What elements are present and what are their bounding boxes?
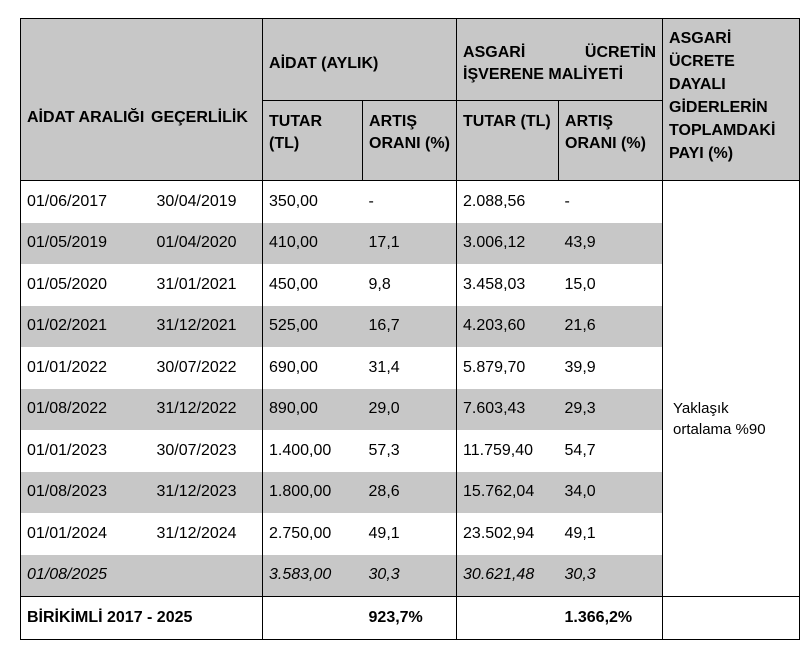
- cell-aidat-artis: 31,4: [363, 347, 457, 389]
- cell-end: 31/12/2023: [151, 472, 263, 514]
- cell-aidat: 450,00: [263, 264, 363, 306]
- cell-start: 01/08/2023: [21, 472, 151, 514]
- cell-aidat: 1.800,00: [263, 472, 363, 514]
- header-tutar-aidat: TUTAR (TL): [263, 101, 363, 181]
- cell-start: 01/01/2024: [21, 513, 151, 555]
- cell-aidat-artis: 17,1: [363, 223, 457, 265]
- cell-aidat: 890,00: [263, 389, 363, 431]
- cell-maliyet: 11.759,40: [457, 430, 559, 472]
- cell-aidat: 2.750,00: [263, 513, 363, 555]
- cell-aidat-artis: 30,3: [363, 555, 457, 597]
- cell-start: 01/02/2021: [21, 306, 151, 348]
- cell-aidat: 1.400,00: [263, 430, 363, 472]
- cell-end: 31/12/2024: [151, 513, 263, 555]
- cell-maliyet: 5.879,70: [457, 347, 559, 389]
- total-row: [21, 597, 800, 640]
- cell-maliyet-artis: 30,3: [559, 555, 663, 597]
- cell-maliyet-artis: 29,3: [559, 389, 663, 431]
- cell-maliyet: 3.458,03: [457, 264, 559, 306]
- cell-aidat: 690,00: [263, 347, 363, 389]
- cell-start: 01/01/2023: [21, 430, 151, 472]
- cell-maliyet-artis: 21,6: [559, 306, 663, 348]
- cell-start: 01/08/2022: [21, 389, 151, 431]
- cell-maliyet-artis: 49,1: [559, 513, 663, 555]
- header-gecerlilik: GEÇERLİLİK: [151, 108, 248, 126]
- total-aidat-artis: 923,7%: [363, 597, 457, 640]
- cell-start: 01/05/2019: [21, 223, 151, 265]
- cell-maliyet: 2.088,56: [457, 181, 559, 223]
- cell-maliyet: 30.621,48: [457, 555, 559, 597]
- cell-aidat: 350,00: [263, 181, 363, 223]
- table-row: [21, 181, 800, 223]
- cell-end: 01/04/2020: [151, 223, 263, 265]
- header-asgari: ASGARİ: [463, 43, 526, 61]
- note-cell: [663, 181, 800, 597]
- cell-maliyet-artis: 34,0: [559, 472, 663, 514]
- total-maliyet-empty: [457, 597, 559, 640]
- cell-aidat-artis: 28,6: [363, 472, 457, 514]
- cell-end: 30/07/2023: [151, 430, 263, 472]
- cell-maliyet-artis: 39,9: [559, 347, 663, 389]
- header-asgari-ucret-maliyeti: [457, 19, 663, 101]
- cell-end: 31/12/2021: [151, 306, 263, 348]
- cell-aidat: 3.583,00: [263, 555, 363, 597]
- cell-start: 01/08/2025: [21, 555, 151, 597]
- header-tutar-maliyet: TUTAR (TL): [457, 101, 559, 181]
- header-artis-aidat: ARTIŞ ORANI (%): [363, 101, 457, 181]
- header-asgari-ucret-payi: ASGARİ ÜCRETE DAYALI GİDERLERİN TOPLAMDAKİ PAYI (%): [663, 19, 800, 181]
- cell-start: 01/01/2022: [21, 347, 151, 389]
- cell-aidat-artis: 16,7: [363, 306, 457, 348]
- header-isverene-maliyeti: İŞVERENE MALİYETİ: [463, 65, 624, 83]
- cell-end: [151, 555, 263, 597]
- cell-aidat-artis: -: [363, 181, 457, 223]
- total-maliyet-artis: 1.366,2%: [559, 597, 663, 640]
- cell-aidat-artis: 49,1: [363, 513, 457, 555]
- cell-end: 30/07/2022: [151, 347, 263, 389]
- note-text: Yaklaşık ortalama %90: [673, 399, 766, 438]
- total-pay-empty: [663, 597, 800, 640]
- cell-maliyet: 4.203,60: [457, 306, 559, 348]
- cell-maliyet-artis: 15,0: [559, 264, 663, 306]
- cell-aidat-artis: 29,0: [363, 389, 457, 431]
- cell-aidat: 525,00: [263, 306, 363, 348]
- cell-maliyet: 15.762,04: [457, 472, 559, 514]
- cell-start: 01/05/2020: [21, 264, 151, 306]
- cell-aidat: 410,00: [263, 223, 363, 265]
- cell-end: 31/12/2022: [151, 389, 263, 431]
- aidat-table: [20, 18, 800, 640]
- header-aidat-araligi-gecerlilik: [21, 19, 263, 181]
- total-aidat-empty: [263, 597, 363, 640]
- header-aidat-araligi: AİDAT ARALIĞI: [27, 108, 145, 126]
- cell-maliyet: 3.006,12: [457, 223, 559, 265]
- header-ucretin: ÜCRETİN: [584, 43, 657, 61]
- cell-end: 30/04/2019: [151, 181, 263, 223]
- table-wrapper: [20, 18, 799, 640]
- cell-maliyet-artis: 43,9: [559, 223, 663, 265]
- cell-maliyet-artis: -: [559, 181, 663, 223]
- cell-maliyet: 23.502,94: [457, 513, 559, 555]
- header-artis-maliyet: ARTIŞ ORANI (%): [559, 101, 663, 181]
- cell-maliyet: 7.603,43: [457, 389, 559, 431]
- header-aidat-aylik: AİDAT (AYLIK): [263, 19, 457, 101]
- cell-aidat-artis: 9,8: [363, 264, 457, 306]
- total-label: BİRİKİMLİ 2017 - 2025: [21, 597, 263, 640]
- cell-start: 01/06/2017: [21, 181, 151, 223]
- cell-maliyet-artis: 54,7: [559, 430, 663, 472]
- cell-aidat-artis: 57,3: [363, 430, 457, 472]
- cell-end: 31/01/2021: [151, 264, 263, 306]
